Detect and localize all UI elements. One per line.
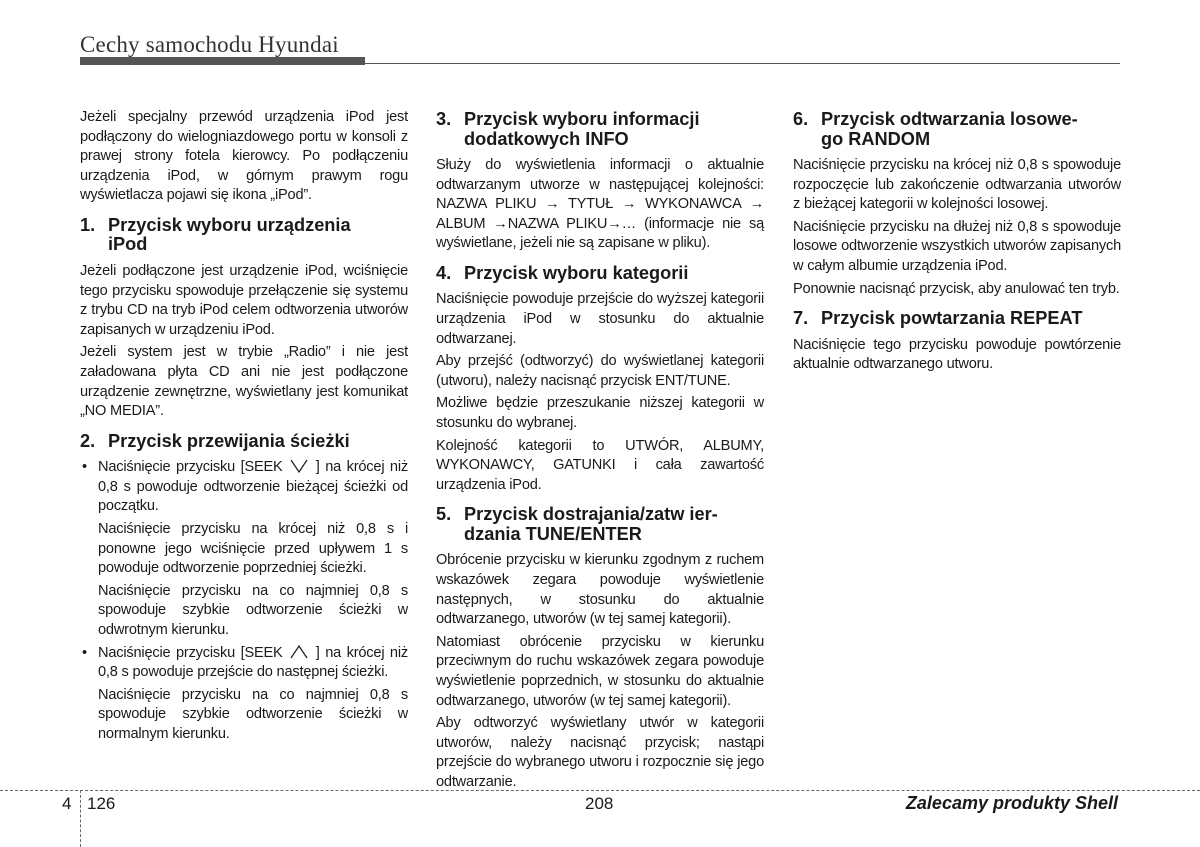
column-2 <box>436 108 764 796</box>
paragraph: Możliwe będzie przeszukanie niższej kategorii w stosunku do wybranej. <box>436 395 764 432</box>
section-title-cont: iPod <box>108 234 148 255</box>
bullet-mark: • <box>82 644 87 661</box>
paragraph: Naciśnięcie powoduje przejście do wyższej kategorii urządzenia iPod w stosunku do aktualnie odtwarzanej. <box>436 291 764 347</box>
section-title: Przycisk wyboru kategorii <box>464 262 689 283</box>
section-number: 5. <box>436 504 452 525</box>
paragraph: Naciśnięcie przycisku na dłużej niż 0,8 s spowoduje losowe odtworzenie wszystkich utworów zapisanych w całym albumie urządzenia iPod. <box>793 218 1121 274</box>
scan-page-number: 208 <box>585 794 614 813</box>
section-number: 7. <box>793 308 809 329</box>
paragraph: Naciśnięcie przycisku na co najmniej 0,8 s spowoduje szybkie odtworzenie ścieżki w normalnym kierunku. <box>98 686 408 742</box>
paragraph: Kolejność kategorii to UTWÓR, ALBUMY, WYKONAWCY, GATUNKI i cała zawartość urządzenia iPod. <box>436 437 764 493</box>
seek-up-icon <box>290 644 308 660</box>
page-header-title: Cechy samochodu Hyundai <box>80 32 339 57</box>
bullet-text: ] na krócej niż 0,8 s powoduje odtworzenie bieżącej ścieżki od początku. <box>98 459 408 515</box>
bullet-mark: • <box>82 459 87 476</box>
section-title: Przycisk odtwarzania losowe- <box>821 109 1078 129</box>
section-title-cont: dodatkowych INFO <box>464 128 629 149</box>
paragraph: Naciśnięcie przycisku na krócej niż 0,8 s spowoduje rozpoczęcie lub zakończenie odtwarzania utworów z bieżącej kategorii w kolejności losowej. <box>793 157 1121 213</box>
bullet-text: ] na krócej niż 0,8 s powoduje przejście do następnej ścieżki. <box>98 644 408 681</box>
section-number: 6. <box>793 109 809 129</box>
section-3-heading <box>436 110 764 149</box>
section-1-heading <box>80 216 408 255</box>
paragraph: Służy do wyświetlenia informacji o aktualnie odtwarzanym utworze w następującej kolejności: NAZWA PLIKU → TYTUŁ → WYKONAWCA → ALBUM →NAZWA PLIKU→… (informacje nie są wyświetlane, jeżeli nie są zapisane w pliku). <box>436 157 764 252</box>
paragraph: Jeżeli system jest w trybie „Radio” i nie jest załadowana płyta CD ani nie jest podłączone urządzenie zewnętrzne, wyświetlany jest komunikat „NO MEDIA”. <box>80 344 408 420</box>
section-title: Przycisk wyboru urządzenia <box>108 214 351 235</box>
header-bar <box>80 57 365 65</box>
section-title: Przycisk przewijania ścieżki <box>108 430 350 451</box>
paragraph: Natomiast obrócenie przycisku w kierunku przeciwnym do ruchu wskazówek zegara powoduje wyświetlenie poprzednich, w stosunku do aktualnie odtwarzanego, utworów (w tej samej kategorii). <box>436 633 764 709</box>
paragraph: Aby przejść (odtworzyć) do wyświetlanej kategorii (utworu), należy nacisnąć przycisk ENT/TUNE. <box>436 353 764 389</box>
section-title: Przycisk dostrajania/zatw ier- <box>464 504 718 525</box>
paragraph: Aby odtworzyć wyświetlany utwór w kategorii utworów, należy nacisnąć przycisk; nastąpi przejście do wybranego utworu i rozpocznie się jego odtwarzanie. <box>436 715 764 790</box>
footer-vertical-divider <box>80 790 81 847</box>
section-title: Przycisk powtarzania REPEAT <box>821 308 1083 329</box>
section-7-heading <box>793 309 1121 329</box>
section-number: 3. <box>436 109 452 129</box>
paragraph: Naciśnięcie tego przycisku powoduje powtórzenie aktualnie odtwarzanego utworu. <box>793 336 1121 373</box>
paragraph: Obrócenie przycisku w kierunku zgodnym z ruchem wskazówek zegara powoduje wyświetlenie następnych, w stosunku do aktualnie odtwarzanego, utworów (w tej samej kategorii). <box>436 552 764 628</box>
section-number: 4. <box>436 262 452 283</box>
section-number: 1. <box>80 214 96 235</box>
chapter-number: 4 <box>62 794 72 813</box>
paragraph: Ponownie nacisnąć przycisk, aby anulować ten tryb. <box>793 280 1120 297</box>
section-title-cont: go RANDOM <box>821 128 931 149</box>
paragraph: Naciśnięcie przycisku na krócej niż 0,8 s i ponowne jego wciśnięcie przed upływem 1 s powoduje odtworzenie poprzedniej ścieżki. <box>98 521 408 577</box>
seek-down-icon <box>290 458 308 474</box>
bullet-item <box>80 458 408 517</box>
section-number: 2. <box>80 430 96 451</box>
bullet-item <box>80 644 408 683</box>
bullet-text: Naciśnięcie przycisku [SEEK <box>98 459 283 476</box>
page-number: 126 <box>87 794 116 813</box>
footer-divider <box>0 790 1200 791</box>
section-2-heading <box>80 432 408 452</box>
paragraph: Jeżeli podłączone jest urządzenie iPod, wciśnięcie tego przycisku spowoduje przełączenie się systemu z trybu CD na tryb iPod celem odtworzenia utworów zapisanych w urządzeniu iPod. <box>80 262 408 338</box>
section-5-heading <box>436 505 764 544</box>
column-3 <box>793 108 1121 378</box>
column-1 <box>80 108 408 748</box>
section-title-cont: dzania TUNE/ENTER <box>464 523 642 544</box>
header-rule <box>365 63 1120 64</box>
footer-slogan: Zalecamy produkty Shell <box>905 793 1118 813</box>
paragraph: Naciśnięcie przycisku na co najmniej 0,8 s spowoduje szybkie odtworzenie ścieżki w odwrotnym kierunku. <box>98 582 408 638</box>
section-title: Przycisk wyboru informacji <box>464 109 700 129</box>
section-4-heading <box>436 264 764 284</box>
section-6-heading <box>793 110 1121 149</box>
intro-paragraph: Jeżeli specjalny przewód urządzenia iPod jest podłączony do wielogniazdowego portu w konsoli z prawej strony fotela kierowcy. Po podłączeniu urządzenia iPod, w górnym prawym rogu wyświetlacza pojawi się ikona „iPod”. <box>80 109 408 204</box>
bullet-text: Naciśnięcie przycisku [SEEK <box>98 644 283 661</box>
